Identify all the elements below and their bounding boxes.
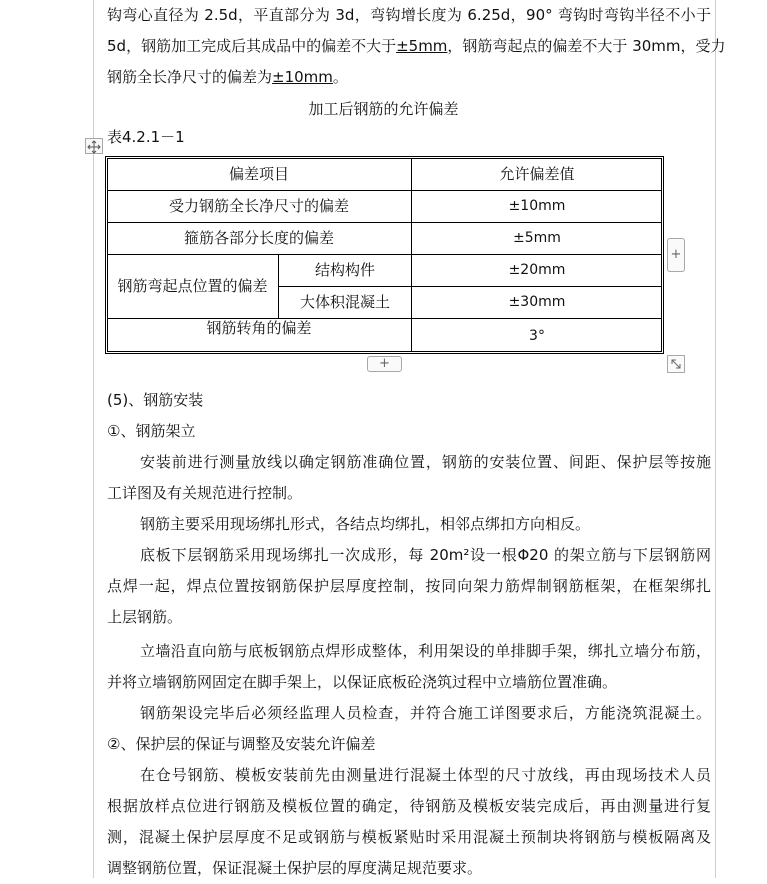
text-line (0, 540, 767, 571)
add-column-button[interactable]: + (667, 238, 685, 272)
text-line (0, 602, 767, 633)
table-cell-value: ±5mm (513, 230, 561, 246)
paragraph-line: 钩弯心直径为 2.5d，平直部分为 3d，弯钩增长度为 6.25d，90° 弯钩时弯钩半径不小于 (107, 6, 711, 24)
text-line (0, 667, 767, 698)
text-run: 钢筋全长净尺寸的偏差为 (107, 68, 273, 86)
table-cell-item: 受力钢筋全长净尺寸的偏差 (168, 197, 349, 215)
paragraph-line: 上层钢筋。 (107, 608, 183, 626)
table-number: 表4.2.1－1 (107, 128, 185, 146)
table-move-handle[interactable] (85, 138, 103, 154)
text-line (0, 31, 767, 62)
paragraph-line: 点焊一起，焊点位置按钢筋保护层厚度控制，按同向架力筋焊制钢筋框架，在框架绑扎 (107, 577, 711, 595)
text-line (0, 509, 767, 540)
table-cell-sub: 大体积混凝土 (299, 293, 390, 311)
text-line (0, 0, 767, 31)
header-value: 允许偏差值 (499, 165, 575, 183)
paragraph-line: 测，混凝土保护层厚度不足或钢筋与模板紧贴时采用混凝土预制块将钢筋与模板隔离及 (107, 828, 711, 846)
paragraph-line: 底板下层钢筋采用现场绑扎一次成形，每 20m²设一根Φ20 的架立筋与下层钢筋网 (140, 546, 711, 564)
header-item: 偏差项目 (228, 165, 289, 183)
text-line (0, 729, 767, 760)
text-run: ，钢筋弯起点的偏差不大于 30mm，受力 (447, 37, 726, 55)
text-line (0, 62, 767, 93)
add-row-button[interactable]: + (367, 356, 402, 372)
table-cell-value: ±20mm (508, 262, 566, 278)
text-line (0, 636, 767, 667)
text-line (0, 760, 767, 791)
subsection-heading: ②、保护层的保证与调整及安装允许偏差 (107, 735, 376, 753)
table-caption: 加工后钢筋的允许偏差 (308, 100, 459, 118)
text-line (0, 478, 767, 509)
text-line (0, 853, 767, 884)
text-line (0, 822, 767, 853)
paragraph-line: 在仓号钢筋、模板安装前先由测量进行混凝土体型的尺寸放线，再由现场技术人员 (140, 766, 711, 784)
tolerance-value: ±10mm (272, 68, 333, 86)
text-run: 5d，钢筋加工完成后其成品中的偏差不大于 (107, 37, 397, 55)
text-line (0, 416, 767, 447)
table-cell-sub: 结构构件 (314, 261, 375, 279)
tolerance-value: ±5mm (396, 37, 448, 55)
text-line (0, 571, 767, 602)
table-resize-handle[interactable] (667, 355, 685, 373)
table-cell-item: 箍筋各部分长度的偏差 (183, 229, 334, 247)
table-cell-value: ±30mm (508, 294, 566, 310)
text-line (0, 791, 767, 822)
section-heading: (5)、钢筋安装 (107, 391, 204, 409)
paragraph-line: 安装前进行测量放线以确定钢筋准确位置，钢筋的安装位置、间距、保护层等按施 (140, 453, 711, 471)
text-line (0, 447, 767, 478)
paragraph-line: 立墙沿直向筋与底板钢筋点焊形成整体，利用架设的单排脚手架，绑扎立墙分布筋， (140, 642, 711, 660)
paragraph-line (107, 62, 348, 93)
table-cell-value: ±10mm (508, 198, 566, 214)
paragraph-line: 并将立墙钢筋网固定在脚手架上，以保证底板砼浇筑过程中立墙筋位置准确。 (107, 673, 618, 691)
paragraph-line: 钢筋主要采用现场绑扎形式，各结点均绑扎，相邻点绑扣方向相反。 (140, 515, 591, 533)
table-cell-value: 3° (529, 328, 545, 344)
table-cell-item: 钢筋转角的偏差 (206, 319, 312, 337)
text-line (0, 385, 767, 416)
paragraph-line: 工详图及有关规范进行控制。 (107, 484, 303, 502)
paragraph-line: 根据放样点位进行钢筋及模板位置的确定，待钢筋及模板安装完成后，再由测量进行复 (107, 797, 711, 815)
subsection-heading: ①、钢筋架立 (107, 422, 196, 440)
move-icon (86, 140, 102, 154)
text-line (0, 698, 767, 729)
paragraph-line: 调整钢筋位置，保证混凝土保护层的厚度满足规范要求。 (107, 859, 483, 877)
text-run: 。 (332, 68, 348, 86)
paragraph-line (107, 31, 726, 62)
table-cell-group: 钢筋弯起点位置的偏差 (117, 277, 268, 295)
resize-icon (668, 356, 684, 372)
paragraph-line: 钢筋架设完毕后必须经监理人员检查，并符合施工详图要求后，方能浇筑混凝土。 (140, 704, 711, 722)
